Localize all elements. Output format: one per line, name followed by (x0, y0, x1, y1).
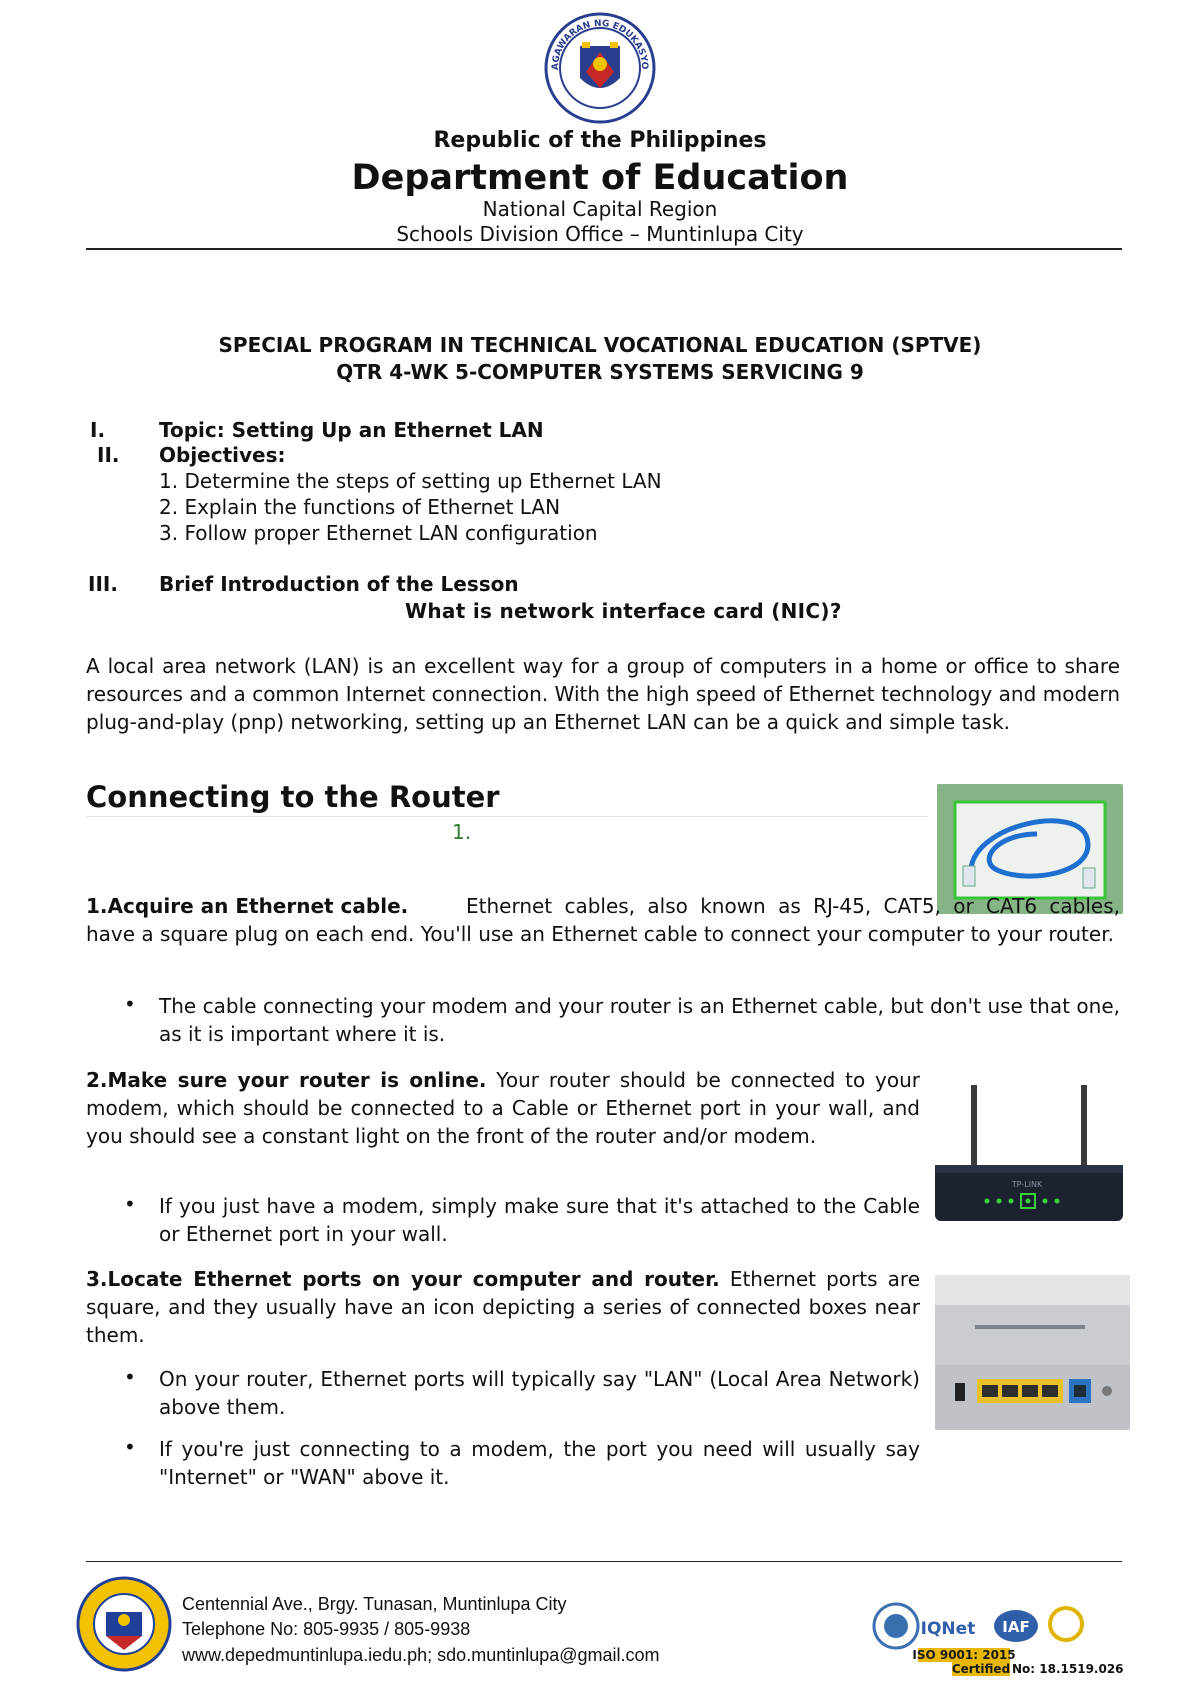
router-brand: TP-LINK (1011, 1180, 1043, 1189)
intro-label: Brief Introduction of the Lesson (159, 572, 519, 596)
program-line-2: QTR 4-WK 5-COMPUTER SYSTEMS SERVICING 9 (336, 360, 864, 384)
footer-divider (86, 1561, 1122, 1562)
step-3-paragraph (86, 1265, 920, 1349)
region-line: National Capital Region (482, 197, 718, 221)
objective-item: 2. Explain the functions of Ethernet LAN (159, 495, 561, 519)
objective-item: 3. Follow proper Ethernet LAN configuration (159, 521, 598, 545)
seal-text: AGAWARAN NG EDUKASYO (550, 18, 650, 71)
department-title: Department of Education (351, 158, 849, 198)
division-line: Schools Division Office – Muntinlupa City (396, 222, 804, 246)
step-1-text (86, 892, 1120, 948)
iso-label: ISO 9001: 2015 (912, 1648, 1016, 1662)
router-front-photo (935, 1085, 1123, 1223)
objectives-label: Objectives: (159, 443, 286, 467)
objective-item: 1. Determine the steps of setting up Ethernet LAN (159, 469, 662, 493)
objectives-number: II. (97, 443, 120, 467)
intro-number: III. (88, 572, 118, 596)
deped-seal (544, 12, 656, 124)
bullet-dot: • (124, 1365, 136, 1389)
footer-telephone: Telephone No: 805-9935 / 805-9938 (182, 1619, 471, 1639)
section-title: Connecting to the Router (86, 780, 500, 814)
intro-paragraph: A local area network (LAN) is an excellent way for a group of computers in a home or office to share resources and a common Internet connection. With the high speed of Ethernet technology and modern plug-and-play (pnp) networking, setting up an Ethernet LAN can be a quick and simple task. (86, 654, 1120, 734)
bullet-dot: • (124, 1435, 136, 1459)
section-marker: 1. (452, 820, 472, 844)
footer-address: Centennial Ave., Brgy. Tunasan, Muntinlupa City (182, 1594, 567, 1614)
step-3-title: 3.Locate Ethernet ports on your computer and router. (86, 1267, 720, 1291)
sdo-muntinlupa-logo (76, 1576, 172, 1672)
step-3-bullet: If you're just connecting to a modem, the port you need will usually say "Internet" or "WAN" above it. (159, 1437, 920, 1489)
cert-number: No: 18.1519.026 (1012, 1662, 1124, 1676)
step-1-bullet: The cable connecting your modem and your router is an Ethernet cable, but don't use that one, as it is important where it is. (159, 994, 1120, 1046)
bullet-dot: • (124, 992, 136, 1016)
certified-label: Certified (951, 1662, 1011, 1676)
step-2-title: 2.Make sure your router is online. (86, 1068, 487, 1092)
header-divider (86, 248, 1122, 250)
republic-line: Republic of the Philippines (433, 128, 767, 153)
step-3-body: Ethernet ports are square, and they usually have an icon depicting a series of connected boxes near them. (86, 1267, 920, 1347)
bullet-dot: • (124, 1192, 136, 1216)
iaf-logo: IAF (1002, 1618, 1030, 1636)
step-2-body: Your router should be connected to your modem, which should be connected to a Cable or Ethernet port in your wall, and you should see a constant light on the front of the router and/or modem. (86, 1068, 920, 1148)
router-back-ports-photo (935, 1275, 1130, 1430)
footer-web-email: www.depedmuntinlupa.iedu.ph; sdo.muntinlupa@gmail.com (182, 1645, 660, 1665)
step-1-body: Ethernet cables, also known as RJ-45, CAT5, or CAT6 cables, have a square plug on each end. You'll use an Ethernet cable to connect your computer to your router. (86, 894, 1120, 946)
topic-label: Topic: Setting Up an Ethernet LAN (159, 418, 544, 442)
certification-logos (866, 1596, 1126, 1676)
nic-question: What is network interface card (NIC)? (405, 599, 842, 623)
iqnet-logo: IQNet (920, 1619, 976, 1639)
step-3-bullet: On your router, Ethernet ports will typically say "LAN" (Local Area Network) above them. (159, 1367, 920, 1419)
topic-number: I. (90, 418, 106, 442)
section-underline (86, 816, 928, 817)
step-2-bullet: If you just have a modem, simply make sure that it's attached to the Cable or Ethernet port in your wall. (159, 1194, 920, 1246)
step-2-paragraph (86, 1066, 920, 1150)
program-line-1: SPECIAL PROGRAM IN TECHNICAL VOCATIONAL EDUCATION (SPTVE) (218, 333, 982, 357)
step-1-title: 1.Acquire an Ethernet cable. (86, 894, 409, 918)
